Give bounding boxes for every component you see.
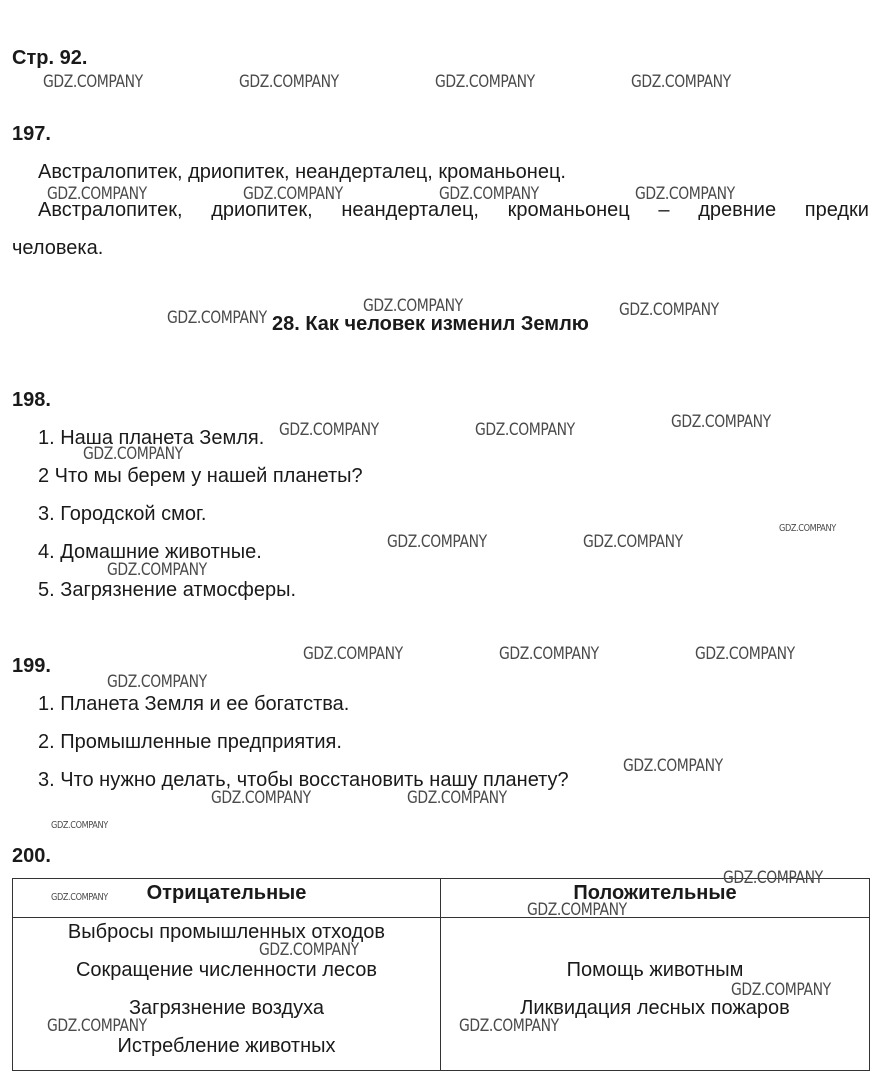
- watermark: GDZ.COMPANY: [671, 412, 771, 432]
- positive-item: Ликвидация лесных пожаров: [520, 997, 790, 1019]
- watermark: GDZ.COMPANY: [779, 523, 836, 534]
- watermark: GDZ.COMPANY: [47, 1016, 147, 1036]
- negative-item: Истребление животных: [117, 1035, 336, 1057]
- task-197-line-3: человека.: [12, 237, 104, 259]
- negative-item: Загрязнение воздуха: [128, 997, 325, 1019]
- watermark: GDZ.COMPANY: [731, 980, 831, 1000]
- watermark: GDZ.COMPANY: [619, 300, 719, 320]
- watermark: GDZ.COMPANY: [527, 900, 627, 920]
- task-199-item: 1. Планета Земля и ее богатства.: [38, 693, 350, 715]
- watermark: GDZ.COMPANY: [107, 672, 207, 692]
- watermark: GDZ.COMPANY: [475, 420, 575, 440]
- watermark: GDZ.COMPANY: [363, 296, 463, 316]
- task-200-table: [12, 878, 870, 1071]
- word: предки: [804, 199, 869, 221]
- watermark: GDZ.COMPANY: [83, 444, 183, 464]
- watermark: GDZ.COMPANY: [239, 72, 339, 92]
- task-198-number: 198.: [12, 389, 51, 411]
- positive-item: Помощь животным: [566, 959, 744, 981]
- negative-item: Выбросы промышленных отходов: [67, 921, 386, 943]
- watermark: GDZ.COMPANY: [107, 560, 207, 580]
- page-reference: Стр. 92.: [12, 47, 88, 69]
- task-199-item: 2. Промышленные предприятия.: [38, 731, 342, 753]
- watermark: GDZ.COMPANY: [635, 184, 735, 204]
- header-negative: Отрицательные: [13, 879, 441, 918]
- section-title: 28. Как человек изменил Землю: [272, 313, 589, 335]
- word: Австралопитек,: [38, 199, 183, 221]
- word: дриопитек,: [211, 199, 313, 221]
- task-199-number: 199.: [12, 655, 51, 677]
- task-198-item: 2 Что мы берем у нашей планеты?: [38, 465, 363, 487]
- task-198-item: 5. Загрязнение атмосферы.: [38, 579, 297, 601]
- word: кроманьонец: [507, 199, 630, 221]
- watermark: GDZ.COMPANY: [43, 72, 143, 92]
- negative-item: Сокращение численности лесов: [75, 959, 378, 981]
- header-positive: Положительные: [441, 879, 870, 918]
- watermark: GDZ.COMPANY: [259, 940, 359, 960]
- watermark: GDZ.COMPANY: [695, 644, 795, 664]
- task-199-item: 3. Что нужно делать, чтобы восстановить нашу планету?: [38, 769, 569, 791]
- watermark: GDZ.COMPANY: [435, 72, 535, 92]
- negative-cell: [13, 918, 441, 1071]
- word: древние: [698, 199, 777, 221]
- watermark: GDZ.COMPANY: [583, 532, 683, 552]
- task-198-item: 4. Домашние животные.: [38, 541, 262, 563]
- task-197-line-1: Австралопитек, дриопитек, неандерталец, кроманьонец.: [38, 161, 566, 183]
- watermark: GDZ.COMPANY: [407, 788, 507, 808]
- watermark: GDZ.COMPANY: [279, 420, 379, 440]
- watermark: GDZ.COMPANY: [723, 868, 823, 888]
- watermark: GDZ.COMPANY: [51, 820, 108, 831]
- watermark: GDZ.COMPANY: [631, 72, 731, 92]
- task-197-number: 197.: [12, 123, 51, 145]
- watermark: GDZ.COMPANY: [47, 184, 147, 204]
- task-198-item: 1. Наша планета Земля.: [38, 427, 265, 449]
- watermark: GDZ.COMPANY: [387, 532, 487, 552]
- word: неандерталец,: [341, 199, 479, 221]
- watermark: GDZ.COMPANY: [439, 184, 539, 204]
- watermark: GDZ.COMPANY: [459, 1016, 559, 1036]
- task-198-item: 3. Городской смог.: [38, 503, 207, 525]
- task-200-number: 200.: [12, 845, 51, 867]
- watermark: GDZ.COMPANY: [167, 308, 267, 328]
- watermark: GDZ.COMPANY: [303, 644, 403, 664]
- watermark: GDZ.COMPANY: [51, 892, 108, 903]
- word: –: [658, 199, 670, 221]
- watermark: GDZ.COMPANY: [211, 788, 311, 808]
- watermark: GDZ.COMPANY: [499, 644, 599, 664]
- watermark: GDZ.COMPANY: [243, 184, 343, 204]
- watermark: GDZ.COMPANY: [623, 756, 723, 776]
